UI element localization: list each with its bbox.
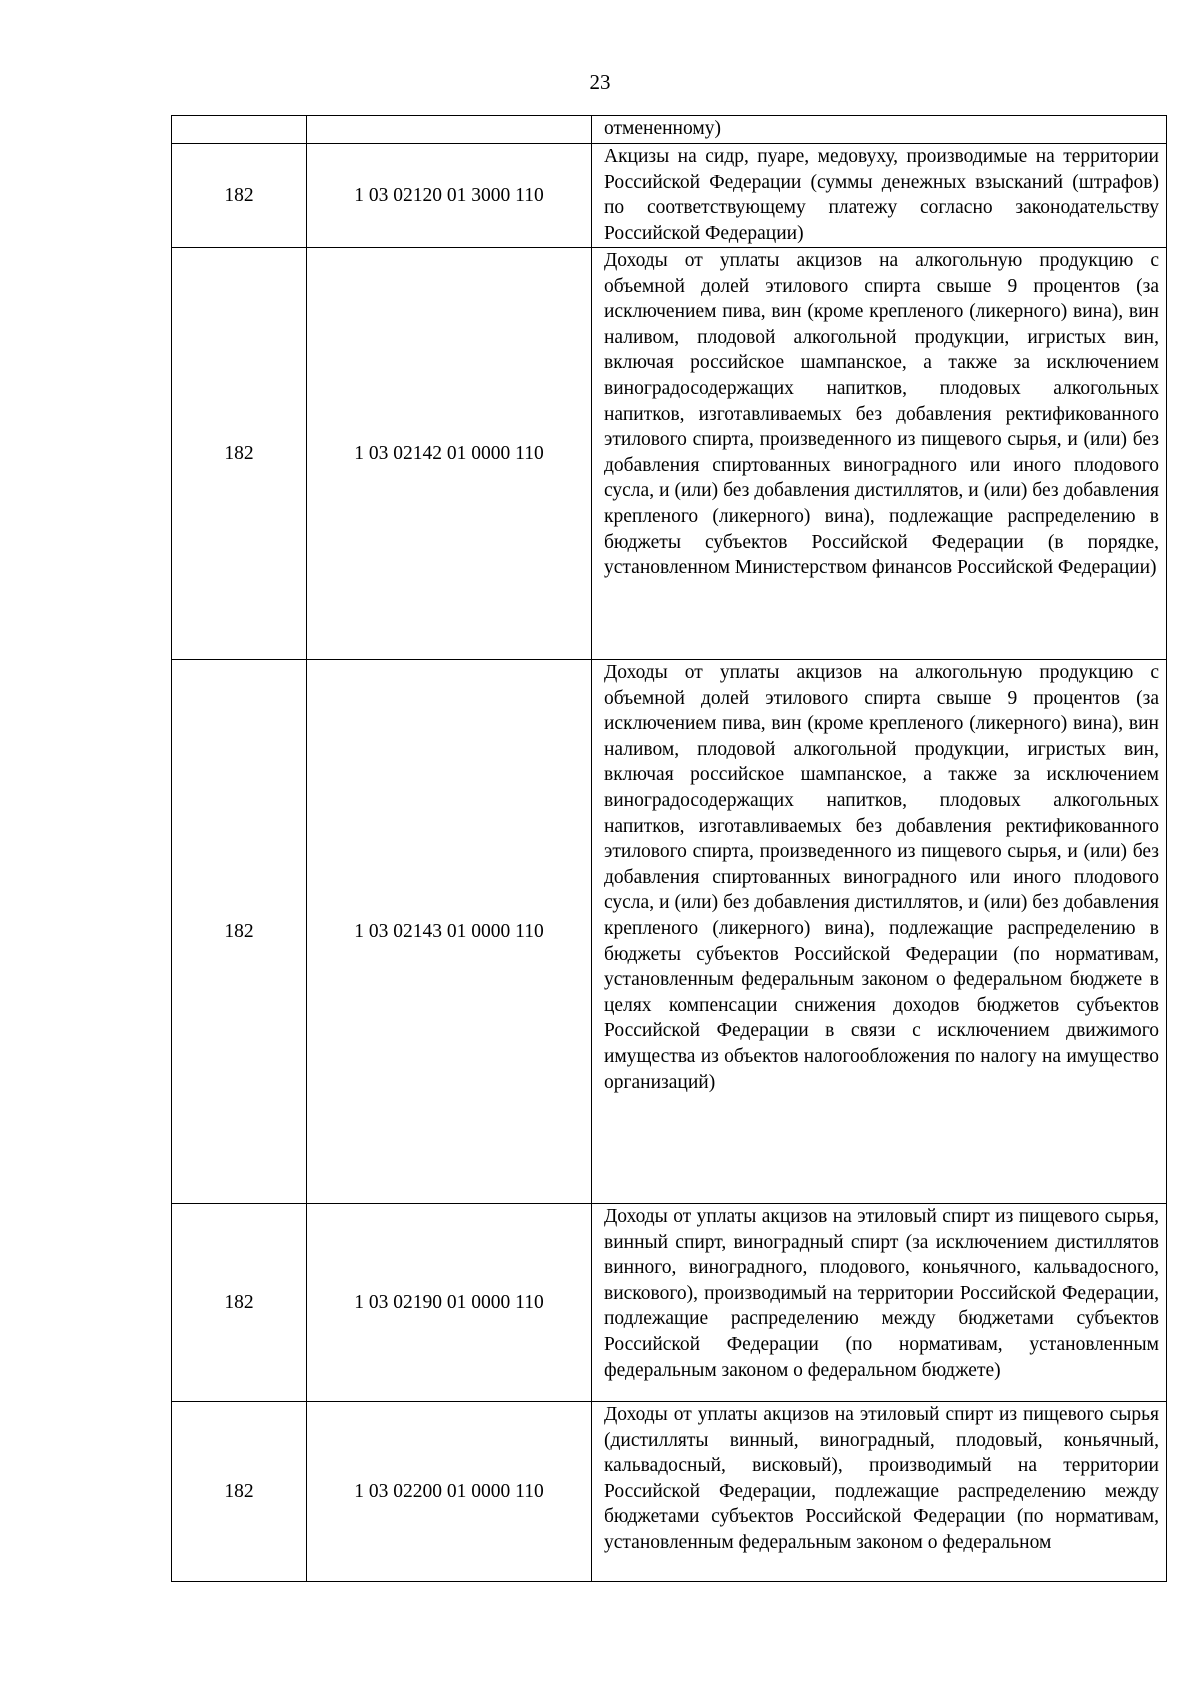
budget-code-cell xyxy=(307,116,592,144)
description-text: Доходы от уплаты акцизов на этиловый спирт из пищевого сырья, винный спирт, виноградный спирт (за исключением дистиллятов винного, виноградного, плодового, коньячного, кальвадосного, вискового), производимый на территории Российской Федерации, подлежащие распределению между бюджетами субъектов Российской Федерации (по нормативам, установленным федеральным законом о федеральном бюджете) xyxy=(604,1206,1159,1381)
budget-code-cell: 1 03 02120 01 3000 110 xyxy=(307,144,592,248)
table-row xyxy=(172,116,1167,144)
description-text: отмененному) xyxy=(604,118,721,139)
admin-code-cell: 182 xyxy=(172,1204,307,1402)
description-cell xyxy=(592,1402,1167,1582)
admin-code-cell: 182 xyxy=(172,144,307,248)
description-text: Акцизы на сидр, пуаре, медовуху, производимые на территории Российской Федерации (суммы денежных взысканий (штрафов) по соответствующему платежу согласно законодательству Российской Федерации) xyxy=(604,146,1159,244)
table-row xyxy=(172,144,1167,248)
budget-code-cell: 1 03 02190 01 0000 110 xyxy=(307,1204,592,1402)
table-row xyxy=(172,660,1167,1204)
description-cell xyxy=(592,248,1167,660)
budget-code-cell: 1 03 02142 01 0000 110 xyxy=(307,248,592,660)
description-cell xyxy=(592,660,1167,1204)
budget-code-cell: 1 03 02143 01 0000 110 xyxy=(307,660,592,1204)
table-row xyxy=(172,1204,1167,1402)
admin-code-cell: 182 xyxy=(172,660,307,1204)
revenue-codes-table xyxy=(171,115,1167,1582)
page-number: 23 xyxy=(589,70,611,94)
table-row xyxy=(172,248,1167,660)
admin-code-cell: 182 xyxy=(172,248,307,660)
budget-code-cell: 1 03 02200 01 0000 110 xyxy=(307,1402,592,1582)
description-cell xyxy=(592,1204,1167,1402)
description-cell xyxy=(592,116,1167,144)
description-text: Доходы от уплаты акцизов на этиловый спирт из пищевого сырья (дистилляты винный, виноградный, плодовый, коньячный, кальвадосный, висковый), производимый на территории Российской Федерации, подлежащие распределению между бюджетами субъектов Российской Федерации (по нормативам, установленным федеральным законом о федеральном xyxy=(604,1404,1159,1553)
admin-code-cell xyxy=(172,116,307,144)
description-text: Доходы от уплаты акцизов на алкогольную продукцию с объемной долей этилового спирта свыше 9 процентов (за исключением пива, вин (кроме крепленого (ликерного) вина), вин наливом, плодовой алкогольной продукции, игристых вин, включая российское шампанское, а также за исключением виноградосодержащих напитков, плодовых алкогольных напитков, изготавливаемых без добавления ректификованного этилового спирта, произведенного из пищевого сырья, и (или) без добавления спиртованных виноградного или иного плодового сусла, и (или) без добавления дистиллятов, и (или) без добавления крепленого (ликерного) вина), подлежащие распределению в бюджеты субъектов Российской Федерации (по нормативам, установленным федеральным законом о федеральном бюджете в целях компенсации снижения доходов бюджетов субъектов Российской Федерации в связи с исключением движимого имущества из объектов налогообложения по налогу на имущество организаций) xyxy=(604,662,1159,1093)
description-cell xyxy=(592,144,1167,248)
table-row xyxy=(172,1402,1167,1582)
admin-code-cell: 182 xyxy=(172,1402,307,1582)
description-text: Доходы от уплаты акцизов на алкогольную продукцию с объемной долей этилового спирта свыше 9 процентов (за исключением пива, вин (кроме крепленого (ликерного) вина), вин наливом, плодовой алкогольной продукции, игристых вин, включая российское шампанское, а также за исключением виноградосодержащих напитков, плодовых алкогольных напитков, изготавливаемых без добавления ректификованного этилового спирта, произведенного из пищевого сырья, и (или) без добавления спиртованных виноградного или иного плодового сусла, и (или) без добавления дистиллятов, и (или) без добавления крепленого (ликерного) вина), подлежащие распределению в бюджеты субъектов Российской Федерации (в порядке, установленном Министерством финансов Российской Федерации) xyxy=(604,250,1159,579)
